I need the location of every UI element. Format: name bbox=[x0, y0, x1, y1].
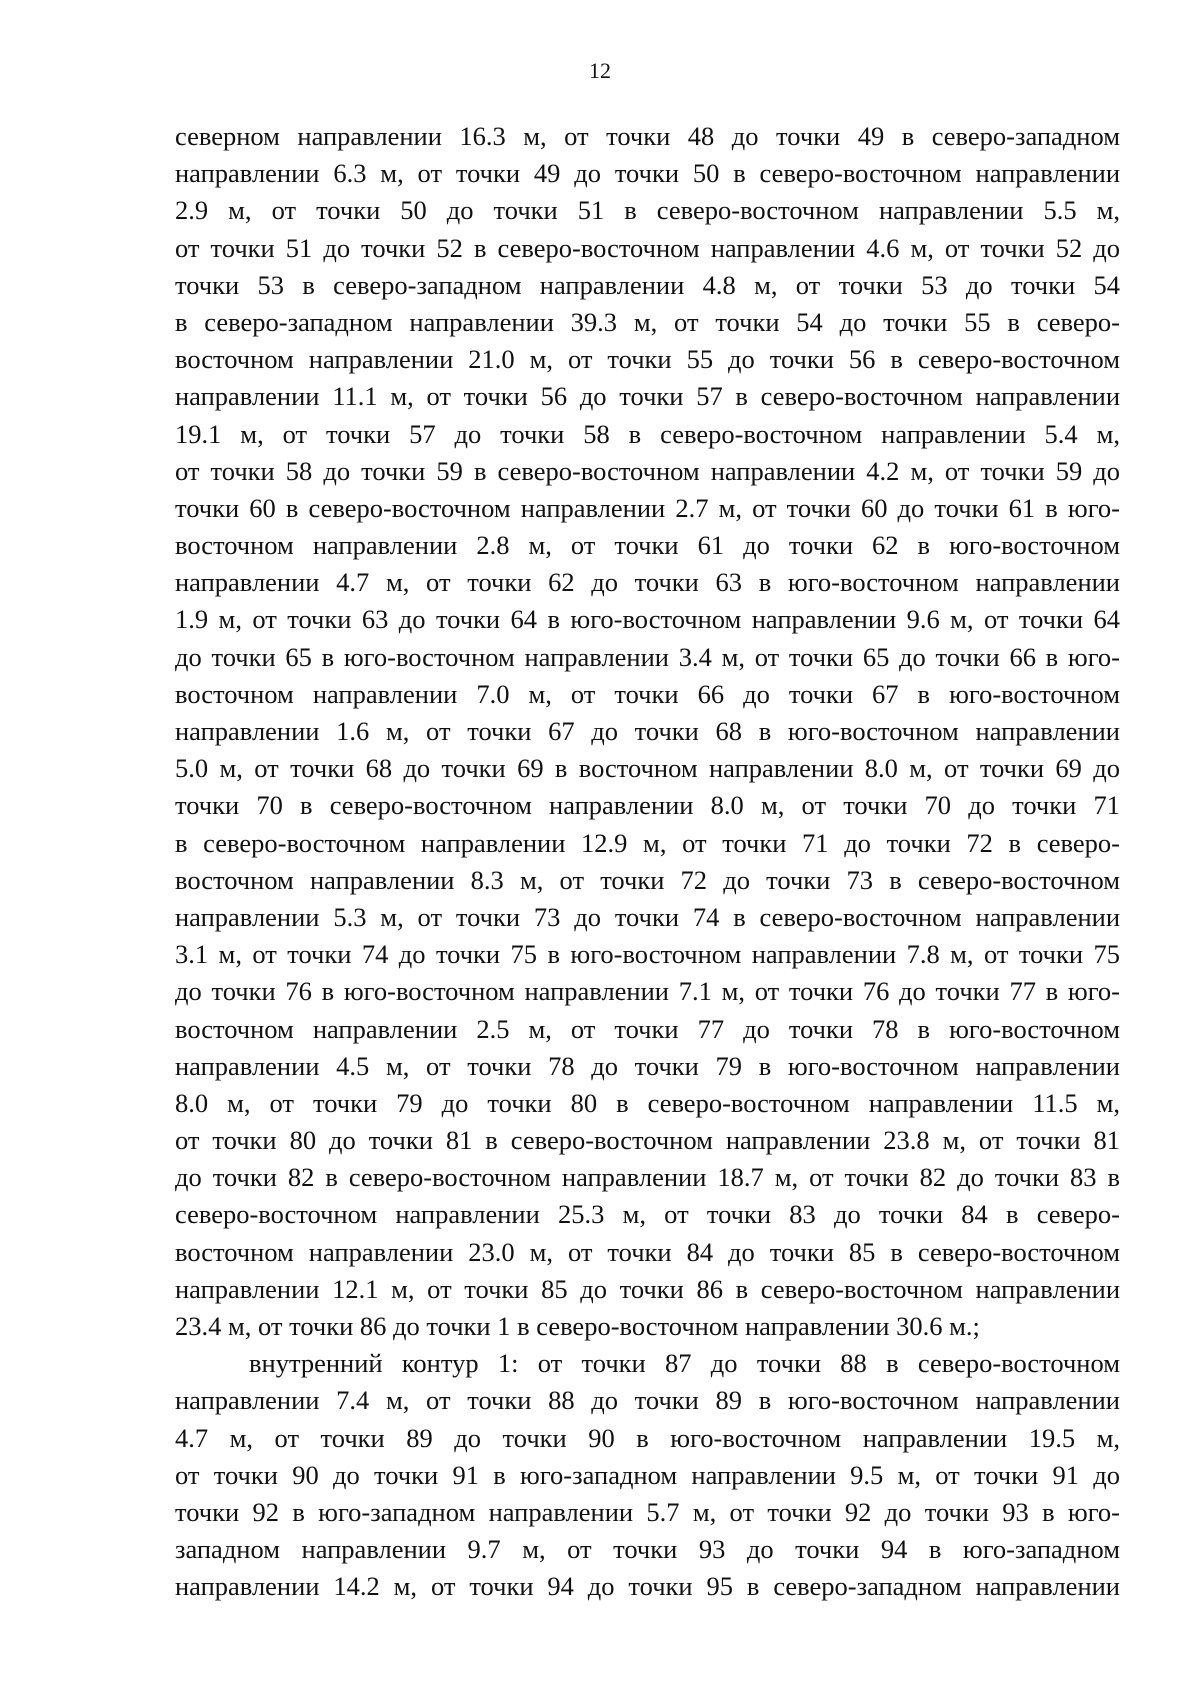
text-line: восточном направлении 23.0 м, от точки 84 до точки 85 в северо-восточном bbox=[175, 1236, 1120, 1267]
text-line: от точки 90 до точки 91 в юго-западном направлении 9.5 м, от точки 91 до bbox=[175, 1459, 1120, 1490]
text-line: точки 92 в юго-западном направлении 5.7 м, от точки 92 до точки 93 в юго- bbox=[175, 1496, 1120, 1527]
text-line: направлении 7.4 м, от точки 88 до точки 89 в юго-восточном направлении bbox=[175, 1385, 1120, 1416]
text-line: 4.7 м, от точки 89 до точки 90 в юго-восточном направлении 19.5 м, bbox=[175, 1422, 1120, 1453]
text-line-paragraph-start: внутренний контур 1: от точки 87 до точки 88 в северо-восточном bbox=[249, 1348, 1120, 1379]
text-line: направлении 1.6 м, от точки 67 до точки 68 в юго-восточном направлении bbox=[175, 716, 1120, 746]
body-text bbox=[175, 118, 1120, 1606]
text-line: до точки 65 в юго-восточном направлении 3.4 м, от точки 65 до точки 66 в юго- bbox=[175, 641, 1120, 672]
text-line: 2.9 м, от точки 50 до точки 51 в северо-восточном направлении 5.5 м, bbox=[175, 195, 1120, 226]
text-line: 3.1 м, от точки 74 до точки 75 в юго-восточном направлении 7.8 м, от точки 75 bbox=[175, 939, 1120, 970]
text-line: точки 60 в северо-восточном направлении 2.7 м, от точки 60 до точки 61 в юго- bbox=[175, 492, 1120, 523]
text-line-paragraph-end: 23.4 м, от точки 86 до точки 1 в северо-восточном направлении 30.6 м.; bbox=[175, 1311, 980, 1341]
text-line: до точки 82 в северо-восточном направлении 18.7 м, от точки 82 до точки 83 в bbox=[175, 1162, 1120, 1193]
text-line: направлении 4.7 м, от точки 62 до точки 63 в юго-восточном направлении bbox=[175, 567, 1120, 598]
text-line: направлении 4.5 м, от точки 78 до точки 79 в юго-восточном направлении bbox=[175, 1050, 1120, 1081]
text-line: до точки 76 в юго-восточном направлении 7.1 м, от точки 76 до точки 77 в юго- bbox=[175, 976, 1120, 1007]
text-line: точки 53 в северо-западном направлении 4.8 м, от точки 53 до точки 54 bbox=[175, 269, 1120, 300]
text-line: восточном направлении 2.8 м, от точки 61 до точки 62 в юго-восточном bbox=[175, 530, 1120, 561]
text-line: направлении 5.3 м, от точки 73 до точки 74 в северо-восточном направлении bbox=[175, 901, 1120, 932]
text-line: 5.0 м, от точки 68 до точки 69 в восточном направлении 8.0 м, от точки 69 до bbox=[175, 753, 1120, 784]
text-line: направлении 11.1 м, от точки 56 до точки 57 в северо-восточном направлении bbox=[175, 381, 1120, 412]
text-line: восточном направлении 21.0 м, от точки 55 до точки 56 в северо-восточном bbox=[175, 344, 1120, 375]
text-line: в северо-восточном направлении 12.9 м, от точки 71 до точки 72 в северо- bbox=[175, 827, 1120, 858]
text-line: восточном направлении 2.5 м, от точки 77 до точки 78 в юго-восточном bbox=[175, 1013, 1120, 1044]
page-number: 12 bbox=[589, 58, 611, 83]
text-line: точки 70 в северо-восточном направлении 8.0 м, от точки 70 до точки 71 bbox=[175, 790, 1120, 821]
text-line: северном направлении 16.3 м, от точки 48 до точки 49 в северо-западном bbox=[175, 121, 1120, 151]
text-line: северо-восточном направлении 25.3 м, от точки 83 до точки 84 в северо- bbox=[175, 1199, 1120, 1230]
text-line: от точки 58 до точки 59 в северо-восточном направлении 4.2 м, от точки 59 до bbox=[175, 455, 1120, 486]
text-line: 8.0 м, от точки 79 до точки 80 в северо-восточном направлении 11.5 м, bbox=[175, 1087, 1120, 1118]
text-line: 19.1 м, от точки 57 до точки 58 в северо-восточном направлении 5.4 м, bbox=[175, 418, 1120, 449]
text-line: направлении 6.3 м, от точки 49 до точки 50 в северо-восточном направлении bbox=[175, 158, 1120, 189]
text-line: восточном направлении 8.3 м, от точки 72 до точки 73 в северо-восточном bbox=[175, 864, 1120, 895]
text-line: направлении 12.1 м, от точки 85 до точки 86 в северо-восточном направлении bbox=[175, 1273, 1120, 1304]
text-line: восточном направлении 7.0 м, от точки 66 до точки 67 в юго-восточном bbox=[175, 678, 1120, 709]
text-line: в северо-западном направлении 39.3 м, от точки 54 до точки 55 в северо- bbox=[175, 306, 1120, 337]
text-line: западном направлении 9.7 м, от точки 93 до точки 94 в юго-западном bbox=[175, 1534, 1120, 1565]
text-line: от точки 80 до точки 81 в северо-восточном направлении 23.8 м, от точки 81 bbox=[175, 1125, 1120, 1156]
text-line: 1.9 м, от точки 63 до точки 64 в юго-восточном направлении 9.6 м, от точки 64 bbox=[175, 604, 1120, 635]
text-line: направлении 14.2 м, от точки 94 до точки 95 в северо-западном направлении bbox=[175, 1571, 1120, 1602]
text-line: от точки 51 до точки 52 в северо-восточном направлении 4.6 м, от точки 52 до bbox=[175, 232, 1120, 263]
